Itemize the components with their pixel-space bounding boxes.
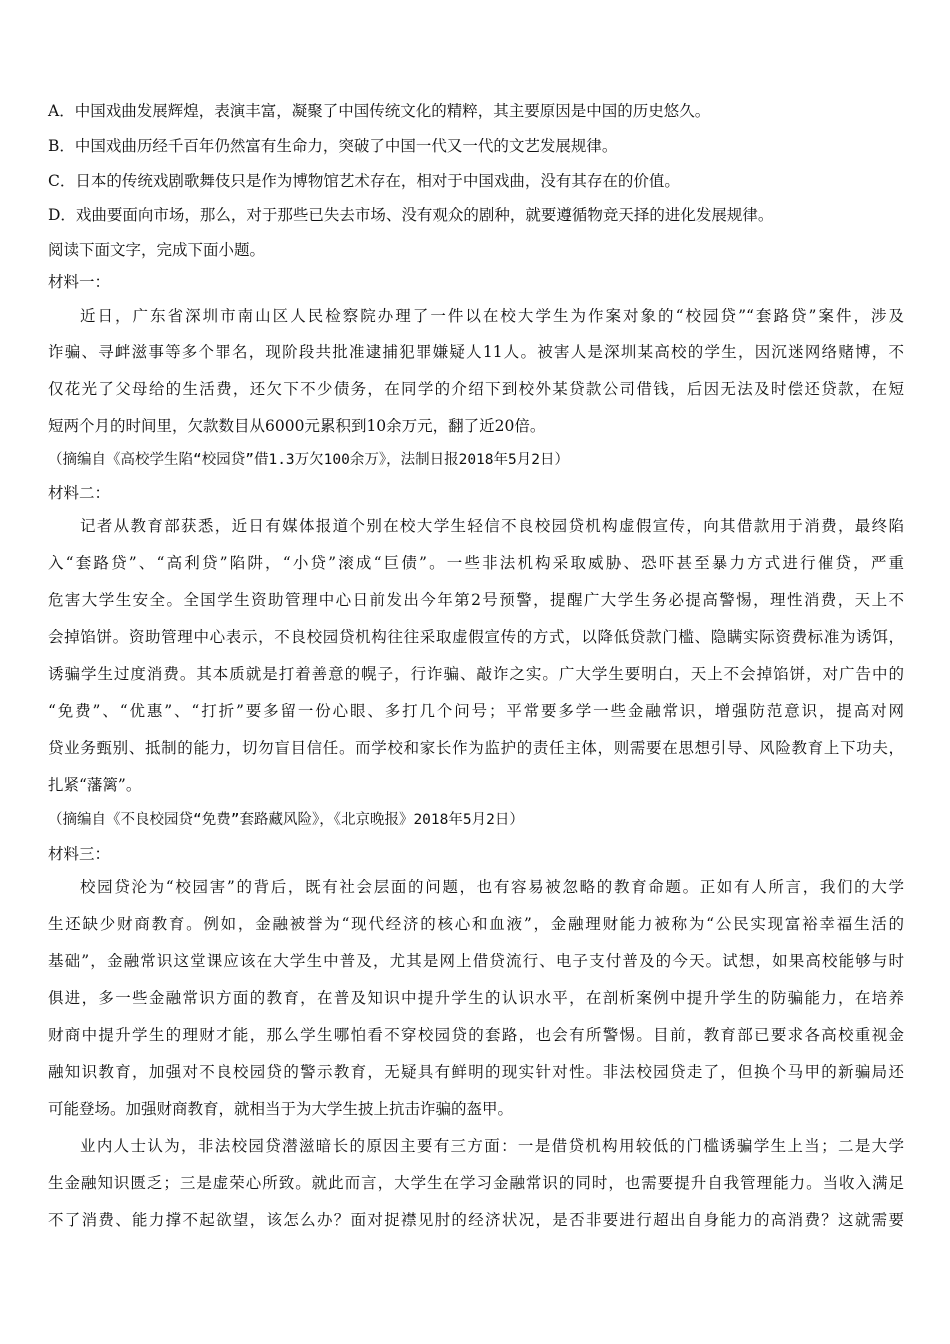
material2-line: 贷业务甄别、抵制的能力，切勿盲目信任。而学校和家长作为监护的责任主体，则需要在思想引导、风险教育上下功夫， xyxy=(48,739,904,757)
material2-line: 记者从教育部获悉，近日有媒体报道个别在校大学生轻信不良校园贷机构虚假宣传，向其借款用于消费，最终陷 xyxy=(80,517,904,535)
material3-line: 生还缺少财商教育。例如，金融被誉为“现代经济的核心和血液”，金融理财能力被称为“公民实现富裕幸福生活的 xyxy=(48,915,904,933)
material3-line: 财商中提升学生的理财才能，那么学生哪怕看不穿校园贷的套路，也会有所警惕。目前，教育部已要求各高校重视金 xyxy=(48,1026,904,1044)
option-d: D．戏曲要面向市场，那么，对于那些已失去市场、没有观众的剧种，就要遵循物竞天择的进化发展规律。 xyxy=(48,206,774,224)
material3-para2-line: 业内人士认为，非法校园贷潜滋暗长的原因主要有三方面：一是借贷机构用较低的门槛诱骗学生上当；二是大学 xyxy=(80,1137,904,1155)
material2-line: 危害大学生安全。全国学生资助管理中心日前发出今年第2号预警，提醒广大学生务必提高警惕，理性消费，天上不 xyxy=(48,591,904,609)
option-a: A．中国戏曲发展辉煌，表演丰富，凝聚了中国传统文化的精粹，其主要原因是中国的历史悠久。 xyxy=(48,102,711,120)
material2-source: （摘编自《不良校园贷“免费”套路藏风险》，《北京晚报》2018年5月2日） xyxy=(48,812,524,828)
material2-title: 材料二： xyxy=(48,484,111,502)
material1-line: 短两个月的时间里，欠款数目从6000元累积到10余万元，翻了近20倍。 xyxy=(48,417,546,435)
material2-line: 入“套路贷”、“高利贷”陷阱，“小贷”滚成“巨债”。一些非法机构采取威胁、恐吓甚至暴力方式进行催贷，严重 xyxy=(48,554,904,572)
material3-para2-line: 不了消费、能力撑不起欲望，该怎么办？面对捉襟见肘的经济状况，是否非要进行超出自身能力的高消费？这就需要 xyxy=(48,1211,904,1229)
material3-line: 可能登场。加强财商教育，就相当于为大学生披上抗击诈骗的盔甲。 xyxy=(48,1100,514,1118)
material1-line: 近日，广东省深圳市南山区人民检察院办理了一件以在校大学生为作案对象的“校园贷”“套路贷”案件，涉及 xyxy=(80,307,904,325)
material3-line: 融知识教育，加强对不良校园贷的警示教育，无疑具有鲜明的现实针对性。非法校园贷走了，但换个马甲的新骗局还 xyxy=(48,1063,904,1081)
instruction: 阅读下面文字，完成下面小题。 xyxy=(48,241,266,259)
material1-title: 材料一： xyxy=(48,273,111,291)
material2-line: 扎紧“藩篱”。 xyxy=(48,776,142,794)
option-b: B．中国戏曲历经千百年仍然富有生命力，突破了中国一代又一代的文艺发展规律。 xyxy=(48,137,618,155)
option-c: C．日本的传统戏剧歌舞伎只是作为博物馆艺术存在，相对于中国戏曲，没有其存在的价值。 xyxy=(48,172,680,190)
material2-line: “免费”、“优惠”、“打折”要多留一份心眼、多打几个问号；平常要多学一些金融常识，增强防范意识，提高对网 xyxy=(48,702,904,720)
material1-source: （摘编自《高校学生陷“校园贷”借1.3万欠100余万》，法制日报2018年5月2日） xyxy=(48,452,569,468)
material2-line: 会掉馅饼。资助管理中心表示，不良校园贷机构往往采取虚假宣传的方式，以降低贷款门槛、隐瞒实际资费标准为诱饵， xyxy=(48,628,904,646)
material1-line: 仅花光了父母给的生活费，还欠下不少债务，在同学的介绍下到校外某贷款公司借钱，后因无法及时偿还贷款，在短 xyxy=(48,380,904,398)
material1-line: 诈骗、寻衅滋事等多个罪名，现阶段共批准逮捕犯罪嫌疑人11人。被害人是深圳某高校的学生，因沉迷网络赌博，不 xyxy=(48,343,904,361)
material3-line: 俱进，多一些金融常识方面的教育，在普及知识中提升学生的认识水平，在剖析案例中提升学生的防骗能力，在培养 xyxy=(48,989,904,1007)
material3-line: 基础”，金融常识这堂课应该在大学生中普及，尤其是网上借贷流行、电子支付普及的今天。试想，如果高校能够与时 xyxy=(48,952,904,970)
material3-para2-line: 生金融知识匮乏；三是虚荣心所致。就此而言，大学生在学习金融常识的同时，也需要提升自我管理能力。当收入满足 xyxy=(48,1174,904,1192)
material3-line: 校园贷沦为“校园害”的背后，既有社会层面的问题，也有容易被忽略的教育命题。正如有人所言，我们的大学 xyxy=(80,878,904,896)
material2-line: 诱骗学生过度消费。其本质就是打着善意的幌子，行诈骗、敲诈之实。广大学生要明白，天上不会掉馅饼，对广告中的 xyxy=(48,665,904,683)
material3-title: 材料三： xyxy=(48,845,111,863)
